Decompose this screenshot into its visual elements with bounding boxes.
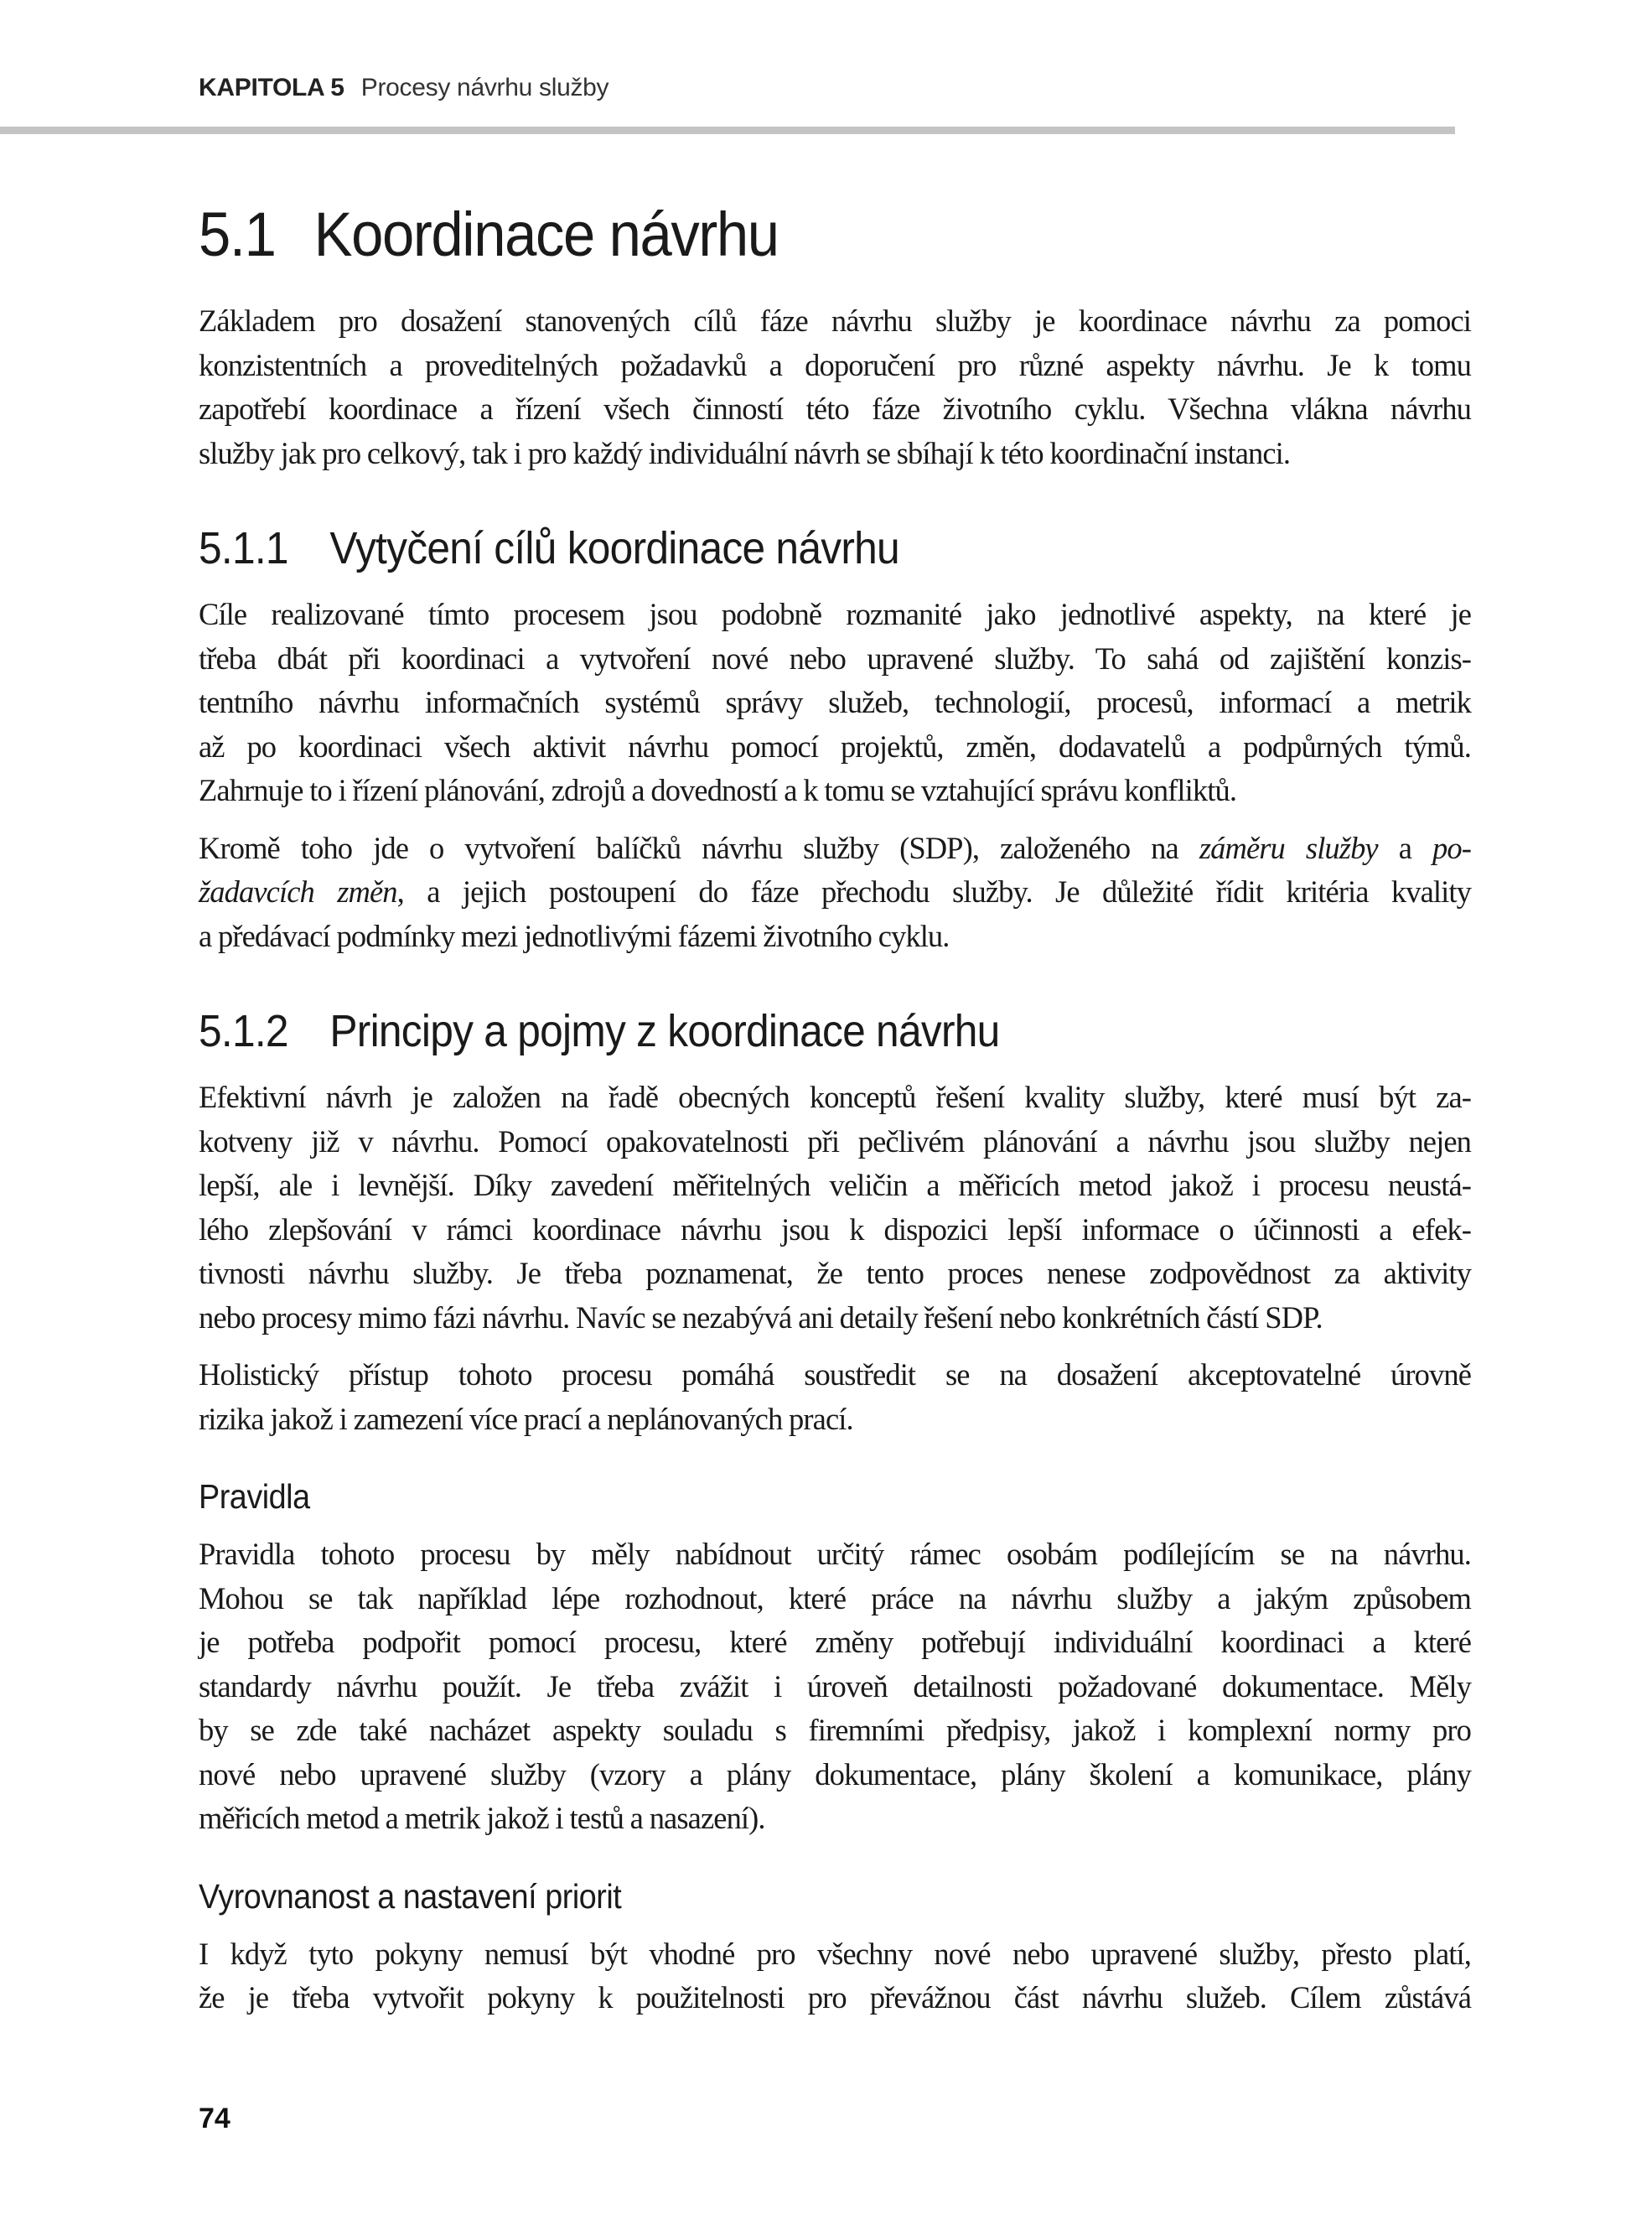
text-line: nebo procesy mimo fázi návrhu. Navíc se nezabývá ani detaily řešení nebo konkrétních částí SDP. <box>199 1299 1323 1335</box>
text-line: třeba dbát při koordinaci a vytvoření nové nebo upravené služby. To sahá od zajištění konzis- <box>199 640 1471 676</box>
text-line: rizika jakož i zamezení více prací a neplánovaných prací. <box>199 1401 853 1436</box>
text-line: standardy návrhu použít. Je třeba zvážit i úroveň detailnosti požadované dokumentace. Měly <box>199 1668 1471 1704</box>
text-line <box>199 870 1471 915</box>
text-line: a předávací podmínky mezi jednotlivými fázemi životního cyklu. <box>199 918 950 953</box>
text-line: kotveny již v návrhu. Pomocí opakovatelnosti při pečlivém plánování a návrhu jsou služby nejen <box>199 1123 1471 1159</box>
subsection-title: Principy a pojmy z koordinace návrhu <box>329 1006 1000 1056</box>
text-line: lého zlepšování v rámci koordinace návrhu jsou k dispozici lepší informace o účinnosti a efek- <box>199 1211 1471 1247</box>
text-run: a <box>1377 830 1433 865</box>
text-line: služby jak pro celkový, tak i pro každý individuální návrh se sbíhají k této koordinační instanci. <box>199 435 1291 470</box>
text-line: tivnosti návrhu služby. Je třeba poznamenat, že tento proces nenese zodpovědnost za aktivity <box>199 1256 1471 1290</box>
header-rule-divider <box>0 127 1455 134</box>
page-body <box>199 189 1471 2034</box>
section-title: Koordinace návrhu <box>313 200 779 269</box>
text-line: měřicích metod a metrik jakož i testů a nasazení). <box>199 1801 765 1835</box>
subsection-heading-5-1-1 <box>199 523 1370 573</box>
sdp-paragraph <box>199 827 1471 959</box>
text-line: tentního návrhu informačních systémů správy služeb, technologií, procesů, informací a metrik <box>199 685 1471 719</box>
chapter-title: Procesy návrhu služby <box>360 74 609 101</box>
chapter-label: KAPITOLA 5 <box>199 74 344 101</box>
text-line: konzistentních a proveditelných požadavků a doporučení pro různé aspekty návrhu. Je k tomu <box>199 347 1471 382</box>
emphasis-term: žadavcích změn <box>199 874 397 909</box>
section-intro-paragraph <box>199 299 1471 475</box>
text-line: nové nebo upravené služby (vzory a plány dokumentace, plány školení a komunikace, plány <box>199 1756 1471 1792</box>
principles-paragraph <box>199 1076 1471 1340</box>
text-line: Holistický přístup tohoto procesu pomáhá soustředit se na dosažení akceptovatelné úrovně <box>199 1357 1471 1392</box>
topic-heading-rules: Pravidla <box>199 1477 310 1516</box>
text-line: až po koordinaci všech aktivit návrhu pomocí projektů, změn, dodavatelů a podpůrných týmů. <box>199 729 1471 764</box>
subsection-number: 5.1.2 <box>199 1006 288 1056</box>
text-line: Mohou se tak například lépe rozhodnout, které práce na návrhu služby a jakým způsobem <box>199 1580 1471 1615</box>
text-line: zapotřebí koordinace a řízení všech činností této fáze životního cyklu. Všechna vlákna návrhu <box>199 392 1471 426</box>
rules-paragraph <box>199 1532 1471 1841</box>
text-line: lepší, ale i levnější. Díky zavedení měřitelných veličin a měřicích metod jakož i procesu neustá- <box>199 1168 1471 1202</box>
text-line: že je třeba vytvořit pokyny k použitelnosti pro převážnou část návrhu služeb. Cílem zůstává <box>199 1980 1471 2015</box>
text-line: Základem pro dosažení stanovených cílů fáze návrhu služby je koordinace návrhu za pomoci <box>199 303 1471 338</box>
text-line: je potřeba podpořit pomocí procesu, které změny potřebují individuální koordinaci a které <box>199 1625 1471 1659</box>
running-head <box>199 74 608 102</box>
text-run: , a jejich postoupení do fáze přechodu služby. Je důležité řídit kritéria kvality <box>396 874 1471 909</box>
text-line: I když tyto pokyny nemusí být vhodné pro všechny nové nebo upravené služby, přesto platí, <box>199 1936 1471 1971</box>
text-line: Efektivní návrh je založen na řadě obecných konceptů řešení kvality služby, které musí být za- <box>199 1080 1471 1114</box>
emphasis-term: záměru služby <box>1199 830 1378 865</box>
text-line: by se zde také nacházet aspekty souladu s firemními předpisy, jakož i komplexní normy pro <box>199 1713 1471 1747</box>
text-line: Zahrnuje to i řízení plánování, zdrojů a dovedností a k tomu se vztahující správu konfliktů. <box>199 773 1237 807</box>
text-run: Kromě toho jde o vytvoření balíčků návrhu služby (SDP), založeného na <box>199 830 1199 865</box>
section-heading <box>199 200 1382 269</box>
text-line: Cíle realizované tímto procesem jsou podobně rozmanité jako jednotlivé aspekty, na které je <box>199 597 1471 631</box>
text-line <box>199 827 1471 871</box>
holistic-paragraph <box>199 1353 1471 1441</box>
emphasis-term: po- <box>1432 830 1471 865</box>
subsection-heading-5-1-2 <box>199 1006 1370 1056</box>
section-number: 5.1 <box>199 200 276 269</box>
page-number: 74 <box>199 2103 230 2134</box>
goals-paragraph <box>199 593 1471 813</box>
priorities-paragraph <box>199 1932 1471 2020</box>
text-line: Pravidla tohoto procesu by měly nabídnout určitý rámec osobám podílejícím se na návrhu. <box>199 1537 1471 1571</box>
topic-heading-priorities: Vyrovnanost a nastavení priorit <box>199 1876 622 1916</box>
subsection-title: Vytyčení cílů koordinace návrhu <box>329 523 899 573</box>
subsection-number: 5.1.1 <box>199 523 288 573</box>
